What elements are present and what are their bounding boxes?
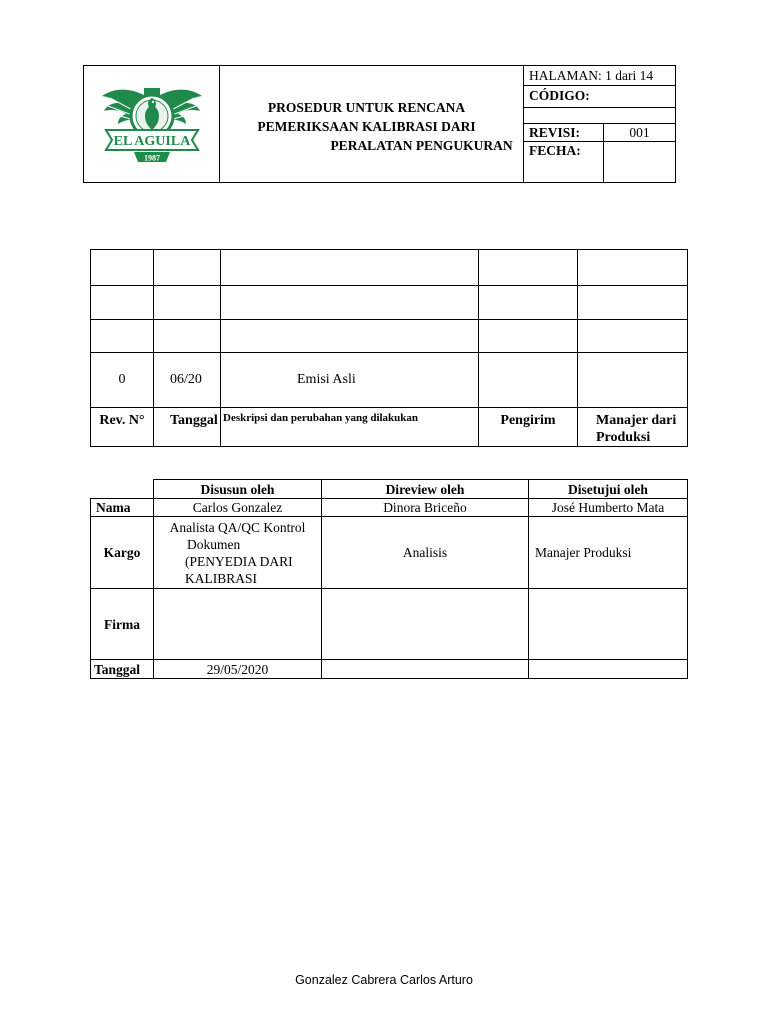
table-header-row: [91, 480, 688, 499]
table-cell: [479, 250, 578, 286]
table-cell: [221, 286, 479, 320]
approval-signature-table: [90, 479, 688, 679]
nama-label: Nama: [91, 499, 154, 517]
table-cell: [154, 250, 221, 286]
page-footer-author: Gonzalez Cabrera Carlos Arturo: [295, 973, 473, 987]
codigo-label: CÓDIGO:: [524, 86, 676, 108]
revision-history-table: [90, 249, 688, 447]
document-header-table: [83, 65, 676, 183]
header-manajer-line-2: Produksi: [596, 430, 651, 445]
table-row: [91, 286, 688, 320]
logo-ring-text: EL AGUILA: [113, 134, 190, 149]
fecha-label: FECHA:: [524, 142, 604, 183]
kargo-line-2: Dokumen: [187, 536, 241, 552]
nama-direview: Dinora Briceño: [322, 499, 529, 517]
kargo-disusun: [154, 517, 322, 589]
table-row: [91, 353, 688, 408]
title-line-2: PEMERIKSAAN KALIBRASI DARI: [257, 118, 476, 134]
rev-sender: [479, 353, 578, 408]
firma-label: Firma: [91, 589, 154, 660]
table-row: [91, 589, 688, 660]
tanggal-direview: [322, 660, 529, 679]
tanggal-disetujui: [529, 660, 688, 679]
rev-description: Emisi Asli: [221, 353, 479, 408]
table-cell: [479, 286, 578, 320]
rev-number: 0: [91, 353, 154, 408]
title-line-1: PROSEDUR UNTUK RENCANA: [267, 99, 466, 115]
header-manajer-line-1: Manajer dari: [596, 413, 677, 428]
table-row: [91, 517, 688, 589]
tanggal-label: Tanggal: [91, 660, 154, 679]
col-header-disusun: Disusun oleh: [154, 480, 322, 499]
kargo-line-1: Analista QA/QC Kontrol: [169, 519, 306, 535]
kargo-disetujui: Manajer Produksi: [529, 517, 688, 589]
table-header-row: [91, 408, 688, 447]
table-cell: [91, 320, 154, 353]
firma-direview: [322, 589, 529, 660]
header-rev-no: Rev. N°: [91, 408, 154, 447]
kargo-line-4: KALIBRASI: [185, 570, 258, 586]
fecha-value: [604, 142, 676, 183]
table-row: [91, 499, 688, 517]
table-cell: [221, 250, 479, 286]
table-cell: [221, 320, 479, 353]
firma-disetujui: [529, 589, 688, 660]
rev-manager: [578, 353, 688, 408]
empty-corner: [91, 480, 154, 499]
table-row: [91, 660, 688, 679]
header-deskripsi: Deskripsi dan perubahan yang dilakukan: [221, 408, 479, 447]
kargo-line-3: (PENYEDIA DARI: [185, 553, 293, 569]
page-count-label: HALAMAN: 1 dari 14: [524, 66, 676, 86]
kargo-label: Kargo: [91, 517, 154, 589]
revisi-label: REVISI:: [524, 124, 604, 142]
table-row: [91, 250, 688, 286]
header-manajer: [578, 408, 688, 447]
table-cell: [578, 320, 688, 353]
tanggal-disusun: 29/05/2020: [154, 660, 322, 679]
logo-cell: [84, 66, 220, 183]
codigo-value: [524, 108, 676, 124]
nama-disetujui: José Humberto Mata: [529, 499, 688, 517]
eagle-emblem-logo-icon: [96, 70, 208, 174]
table-cell: [91, 286, 154, 320]
firma-disusun: [154, 589, 322, 660]
kargo-direview: Analisis: [322, 517, 529, 589]
logo-year: 1987: [143, 153, 160, 163]
revisi-value: 001: [604, 124, 676, 142]
rev-date: 06/20: [154, 353, 221, 408]
col-header-disetujui: Disetujui oleh: [529, 480, 688, 499]
header-pengirim: Pengirim: [479, 408, 578, 447]
header-tanggal: Tanggal: [154, 408, 221, 447]
table-cell: [578, 250, 688, 286]
title-line-3: PERALATAN PENGUKURAN: [330, 137, 513, 153]
document-title: [220, 66, 524, 183]
table-cell: [154, 320, 221, 353]
table-cell: [154, 286, 221, 320]
table-row: [91, 320, 688, 353]
table-cell: [479, 320, 578, 353]
table-cell: [578, 286, 688, 320]
table-cell: [91, 250, 154, 286]
col-header-direview: Direview oleh: [322, 480, 529, 499]
nama-disusun: Carlos Gonzalez: [154, 499, 322, 517]
